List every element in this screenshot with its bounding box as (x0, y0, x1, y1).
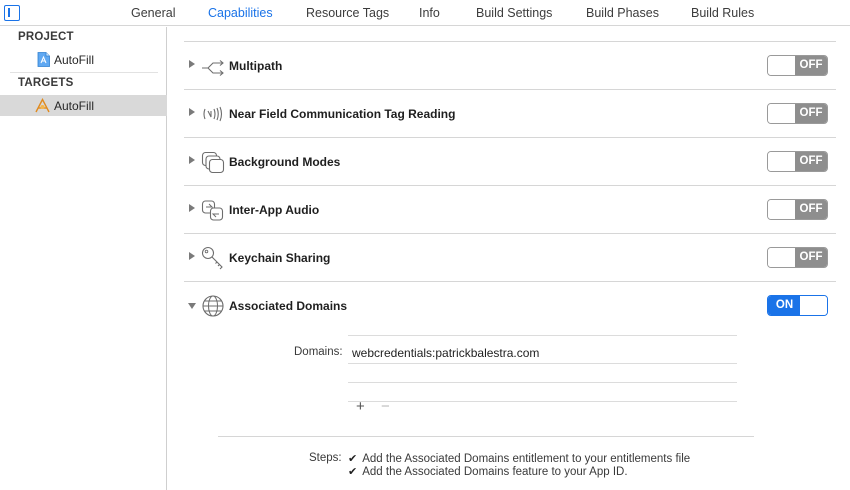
toggle-state-label: ON (768, 296, 801, 315)
disclosure-triangle-icon[interactable] (189, 252, 195, 260)
capability-title: Background Modes (229, 155, 341, 169)
background-modes-icon (200, 149, 226, 175)
sidebar-item-label: AutoFill (54, 99, 95, 113)
domain-entry[interactable] (348, 335, 737, 360)
sidebar-item-project[interactable] (0, 49, 167, 70)
disclosure-triangle-icon[interactable] (189, 60, 195, 68)
toggle-knob (800, 296, 827, 315)
toggle-knob (768, 248, 795, 267)
capability-row-inter-app-audio (184, 186, 836, 234)
divider (348, 363, 737, 364)
project-section-header: PROJECT (18, 31, 74, 43)
domains-label: Domains: (294, 346, 343, 358)
toggle-knob (768, 56, 795, 75)
capability-title: Associated Domains (229, 299, 348, 313)
capability-row-associated-domains (184, 282, 836, 330)
tab-general[interactable]: General (131, 6, 176, 20)
capability-toggle[interactable] (767, 55, 828, 76)
disclosure-triangle-icon[interactable] (189, 204, 195, 212)
tab-info[interactable]: Info (419, 6, 440, 20)
capability-toggle[interactable] (767, 103, 828, 124)
capability-title: Keychain Sharing (229, 251, 331, 265)
disclosure-triangle-open-icon[interactable] (188, 303, 196, 309)
step-item (348, 465, 628, 478)
project-file-icon (37, 52, 50, 67)
multipath-icon (200, 53, 226, 79)
remove-domain-button[interactable]: − (381, 398, 390, 415)
inter-app-audio-icon (200, 197, 226, 223)
divider (348, 382, 737, 383)
editor-tab-bar (0, 0, 850, 26)
tab-build-rules[interactable]: Build Rules (691, 6, 755, 20)
capability-title: Inter-App Audio (229, 203, 320, 217)
disclosure-triangle-icon[interactable] (189, 108, 195, 116)
disclosure-triangle-icon[interactable] (189, 156, 195, 164)
keychain-icon (200, 245, 226, 271)
tab-build-phases[interactable]: Build Phases (586, 6, 659, 20)
capability-title: Multipath (229, 59, 283, 73)
nfc-icon (200, 101, 226, 127)
capability-toggle[interactable] (767, 151, 828, 172)
sidebar-divider (10, 72, 158, 73)
sidebar-toggle-icon[interactable] (4, 5, 20, 21)
sidebar-item-label: AutoFill (54, 53, 95, 67)
capability-row-keychain-sharing (184, 234, 836, 282)
toggle-knob (768, 152, 795, 171)
capability-toggle[interactable] (767, 295, 828, 316)
checkmark-icon: ✔ (348, 453, 358, 465)
toggle-state-label: OFF (795, 248, 827, 267)
toggle-knob (768, 200, 795, 219)
sidebar-item-target[interactable] (0, 95, 167, 116)
domain-entry-text: webcredentials:patrickbalestra.com (352, 346, 540, 360)
step-item (348, 452, 690, 465)
capability-row-multipath (184, 42, 836, 90)
add-domain-button[interactable]: + (356, 398, 365, 415)
tab-resource-tags[interactable]: Resource Tags (306, 6, 390, 20)
step-text: Add the Associated Domains entitlement to your entitlements file (362, 453, 691, 465)
project-targets-sidebar (0, 27, 167, 490)
step-text: Add the Associated Domains feature to your App ID. (362, 466, 628, 478)
globe-icon (200, 293, 226, 319)
capabilities-panel (168, 27, 850, 490)
tab-capabilities[interactable]: Capabilities (208, 6, 273, 20)
capability-toggle[interactable] (767, 199, 828, 220)
capability-title: Near Field Communication Tag Reading (229, 107, 456, 121)
steps-label: Steps: (309, 452, 342, 464)
app-target-icon (35, 98, 50, 113)
toggle-state-label: OFF (795, 200, 827, 219)
toggle-knob (768, 104, 795, 123)
toggle-state-label: OFF (795, 152, 827, 171)
checkmark-icon: ✔ (348, 466, 358, 478)
targets-section-header: TARGETS (18, 77, 74, 89)
divider (348, 401, 737, 402)
capability-row-background-modes (184, 138, 836, 186)
tab-build-settings[interactable]: Build Settings (476, 6, 553, 20)
divider (218, 436, 754, 437)
capability-row-nfc (184, 90, 836, 138)
toggle-state-label: OFF (795, 104, 827, 123)
capability-toggle[interactable] (767, 247, 828, 268)
toggle-state-label: OFF (795, 56, 827, 75)
